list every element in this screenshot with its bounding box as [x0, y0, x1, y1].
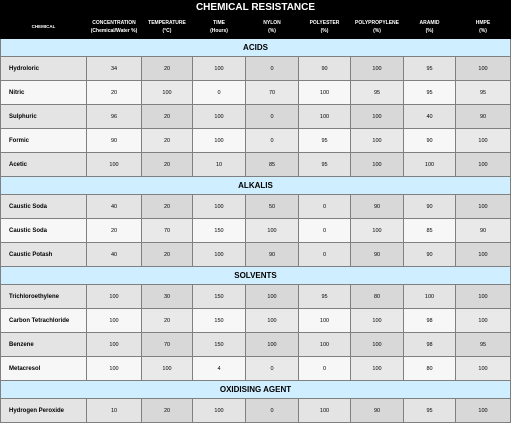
value-cell-aramid: 100 — [404, 153, 456, 177]
value-cell-concentration: 20 — [87, 81, 142, 105]
chemical-name-cell: Trichloroethylene — [1, 285, 87, 309]
column-header-chemical — [1, 15, 87, 39]
value-cell-time: 150 — [193, 333, 246, 357]
value-cell-polypropylene: 100 — [351, 333, 404, 357]
value-cell-hmpe: 90 — [456, 105, 511, 129]
value-cell-polyester: 0 — [299, 357, 351, 381]
title-row — [1, 1, 511, 15]
value-cell-temperature: 30 — [142, 285, 193, 309]
column-header-time — [193, 15, 246, 39]
value-cell-nylon: 0 — [246, 399, 299, 423]
chemical-name-cell: Formic — [1, 129, 87, 153]
value-cell-temperature: 20 — [142, 195, 193, 219]
column-header-unit: (Hours) — [210, 27, 228, 34]
column-header-label: TEMPERATURE — [148, 19, 186, 26]
value-cell-temperature: 20 — [142, 153, 193, 177]
value-cell-polyester: 95 — [299, 285, 351, 309]
value-cell-hmpe: 100 — [456, 129, 511, 153]
section-title: OXIDISING AGENT — [1, 381, 511, 399]
column-header-label: CHEMICAL — [31, 23, 56, 29]
value-cell-concentration: 96 — [87, 105, 142, 129]
value-cell-time: 100 — [193, 57, 246, 81]
value-cell-aramid: 90 — [404, 195, 456, 219]
value-cell-polypropylene: 80 — [351, 285, 404, 309]
table-row — [1, 243, 511, 267]
column-header-unit: (°C) — [162, 27, 172, 34]
value-cell-aramid: 98 — [404, 309, 456, 333]
value-cell-time: 10 — [193, 153, 246, 177]
value-cell-aramid: 90 — [404, 129, 456, 153]
value-cell-nylon: 0 — [246, 357, 299, 381]
value-cell-polyester: 100 — [299, 105, 351, 129]
chemical-name-cell: Acetic — [1, 153, 87, 177]
value-cell-hmpe: 95 — [456, 81, 511, 105]
value-cell-aramid: 95 — [404, 57, 456, 81]
table-row — [1, 105, 511, 129]
value-cell-temperature: 20 — [142, 243, 193, 267]
value-cell-concentration: 10 — [87, 399, 142, 423]
value-cell-polyester: 95 — [299, 129, 351, 153]
value-cell-nylon: 0 — [246, 105, 299, 129]
table-title: CHEMICAL RESISTANCE — [1, 1, 511, 15]
value-cell-time: 100 — [193, 195, 246, 219]
value-cell-temperature: 100 — [142, 81, 193, 105]
value-cell-polypropylene: 90 — [351, 243, 404, 267]
column-header-unit: (%) — [268, 27, 276, 34]
chemical-name-cell: Caustic Soda — [1, 195, 87, 219]
value-cell-nylon: 100 — [246, 285, 299, 309]
value-cell-nylon: 85 — [246, 153, 299, 177]
column-header-label: TIME — [213, 19, 225, 26]
column-header-label: POLYESTER — [309, 19, 340, 26]
value-cell-polypropylene: 90 — [351, 399, 404, 423]
value-cell-temperature: 100 — [142, 357, 193, 381]
value-cell-time: 4 — [193, 357, 246, 381]
value-cell-polyester: 100 — [299, 399, 351, 423]
value-cell-temperature: 20 — [142, 105, 193, 129]
column-header-concentration — [87, 15, 142, 39]
column-header-hmpe — [456, 15, 511, 39]
section-title: ALKALIS — [1, 177, 511, 195]
value-cell-nylon: 50 — [246, 195, 299, 219]
table-row — [1, 129, 511, 153]
column-header-label: CONCENTRATION — [92, 19, 136, 26]
value-cell-polyester: 95 — [299, 153, 351, 177]
value-cell-concentration: 40 — [87, 195, 142, 219]
chemical-name-cell: Carbon Tetrachloride — [1, 309, 87, 333]
table-row — [1, 357, 511, 381]
chemical-name-cell: Sulphuric — [1, 105, 87, 129]
value-cell-time: 150 — [193, 309, 246, 333]
value-cell-hmpe: 100 — [456, 153, 511, 177]
value-cell-nylon: 100 — [246, 219, 299, 243]
value-cell-polyester: 100 — [299, 309, 351, 333]
value-cell-time: 100 — [193, 129, 246, 153]
value-cell-time: 0 — [193, 81, 246, 105]
value-cell-concentration: 100 — [87, 285, 142, 309]
value-cell-polypropylene: 100 — [351, 153, 404, 177]
value-cell-nylon: 0 — [246, 57, 299, 81]
column-header-nylon — [246, 15, 299, 39]
value-cell-polypropylene: 95 — [351, 81, 404, 105]
section-row-oxidising-agent — [1, 381, 511, 399]
value-cell-polypropylene: 100 — [351, 357, 404, 381]
table-row — [1, 399, 511, 423]
value-cell-hmpe: 100 — [456, 195, 511, 219]
value-cell-polypropylene: 100 — [351, 105, 404, 129]
value-cell-nylon: 90 — [246, 243, 299, 267]
section-title: SOLVENTS — [1, 267, 511, 285]
value-cell-concentration: 100 — [87, 333, 142, 357]
chemical-name-cell: Metacresol — [1, 357, 87, 381]
table-row — [1, 309, 511, 333]
value-cell-temperature: 20 — [142, 309, 193, 333]
value-cell-temperature: 20 — [142, 399, 193, 423]
chemical-name-cell: Hydroloric — [1, 57, 87, 81]
value-cell-polypropylene: 90 — [351, 195, 404, 219]
chemical-name-cell: Caustic Soda — [1, 219, 87, 243]
value-cell-temperature: 70 — [142, 333, 193, 357]
value-cell-time: 100 — [193, 399, 246, 423]
value-cell-nylon: 0 — [246, 129, 299, 153]
value-cell-polyester: 100 — [299, 81, 351, 105]
value-cell-aramid: 40 — [404, 105, 456, 129]
value-cell-hmpe: 100 — [456, 243, 511, 267]
value-cell-temperature: 20 — [142, 129, 193, 153]
value-cell-time: 150 — [193, 285, 246, 309]
value-cell-aramid: 80 — [404, 357, 456, 381]
value-cell-polypropylene: 100 — [351, 219, 404, 243]
column-header-unit: (%) — [479, 27, 487, 34]
section-row-solvents — [1, 267, 511, 285]
value-cell-polyester: 0 — [299, 243, 351, 267]
value-cell-aramid: 98 — [404, 333, 456, 357]
value-cell-hmpe: 100 — [456, 399, 511, 423]
value-cell-time: 100 — [193, 105, 246, 129]
value-cell-concentration: 100 — [87, 309, 142, 333]
value-cell-aramid: 95 — [404, 399, 456, 423]
table-row — [1, 219, 511, 243]
table-row — [1, 333, 511, 357]
header-row — [1, 15, 511, 39]
value-cell-aramid: 85 — [404, 219, 456, 243]
section-row-acids — [1, 39, 511, 57]
table-row — [1, 195, 511, 219]
column-header-unit: (%) — [320, 27, 329, 34]
value-cell-temperature: 70 — [142, 219, 193, 243]
value-cell-concentration: 90 — [87, 129, 142, 153]
column-header-label: HMPE — [475, 19, 491, 26]
chemical-name-cell: Hydrogen Peroxide — [1, 399, 87, 423]
column-header-polypropylene — [351, 15, 404, 39]
value-cell-nylon: 100 — [246, 309, 299, 333]
value-cell-concentration: 100 — [87, 357, 142, 381]
chemical-name-cell: Caustic Potash — [1, 243, 87, 267]
value-cell-polypropylene: 100 — [351, 309, 404, 333]
column-header-unit: (%) — [425, 27, 434, 34]
value-cell-hmpe: 100 — [456, 309, 511, 333]
value-cell-polyester: 0 — [299, 195, 351, 219]
table-row — [1, 285, 511, 309]
value-cell-concentration: 100 — [87, 153, 142, 177]
value-cell-hmpe: 95 — [456, 333, 511, 357]
column-header-polyester — [299, 15, 351, 39]
column-header-label: ARAMID — [419, 19, 440, 26]
value-cell-polyester: 0 — [299, 219, 351, 243]
value-cell-polypropylene: 100 — [351, 129, 404, 153]
value-cell-aramid: 95 — [404, 81, 456, 105]
value-cell-time: 100 — [193, 243, 246, 267]
value-cell-temperature: 20 — [142, 57, 193, 81]
column-header-aramid — [404, 15, 456, 39]
value-cell-concentration: 34 — [87, 57, 142, 81]
section-title: ACIDS — [1, 39, 511, 57]
value-cell-concentration: 40 — [87, 243, 142, 267]
value-cell-hmpe: 100 — [456, 285, 511, 309]
value-cell-polypropylene: 100 — [351, 57, 404, 81]
value-cell-nylon: 70 — [246, 81, 299, 105]
table-row — [1, 153, 511, 177]
value-cell-hmpe: 90 — [456, 219, 511, 243]
column-header-label: POLYPROPYLENE — [355, 19, 399, 26]
column-header-unit: (%) — [373, 27, 381, 34]
value-cell-time: 150 — [193, 219, 246, 243]
value-cell-hmpe: 100 — [456, 57, 511, 81]
value-cell-aramid: 90 — [404, 243, 456, 267]
chemical-name-cell: Nitric — [1, 81, 87, 105]
column-header-temperature — [142, 15, 193, 39]
value-cell-hmpe: 100 — [456, 357, 511, 381]
value-cell-polyester: 100 — [299, 333, 351, 357]
table-row — [1, 81, 511, 105]
value-cell-aramid: 100 — [404, 285, 456, 309]
value-cell-nylon: 100 — [246, 333, 299, 357]
value-cell-polyester: 90 — [299, 57, 351, 81]
table-row — [1, 57, 511, 81]
value-cell-concentration: 20 — [87, 219, 142, 243]
column-header-label: NYLON — [263, 19, 281, 26]
column-header-unit: (Chemical/Water %) — [90, 27, 138, 34]
chemical-name-cell: Benzene — [1, 333, 87, 357]
section-row-alkalis — [1, 177, 511, 195]
